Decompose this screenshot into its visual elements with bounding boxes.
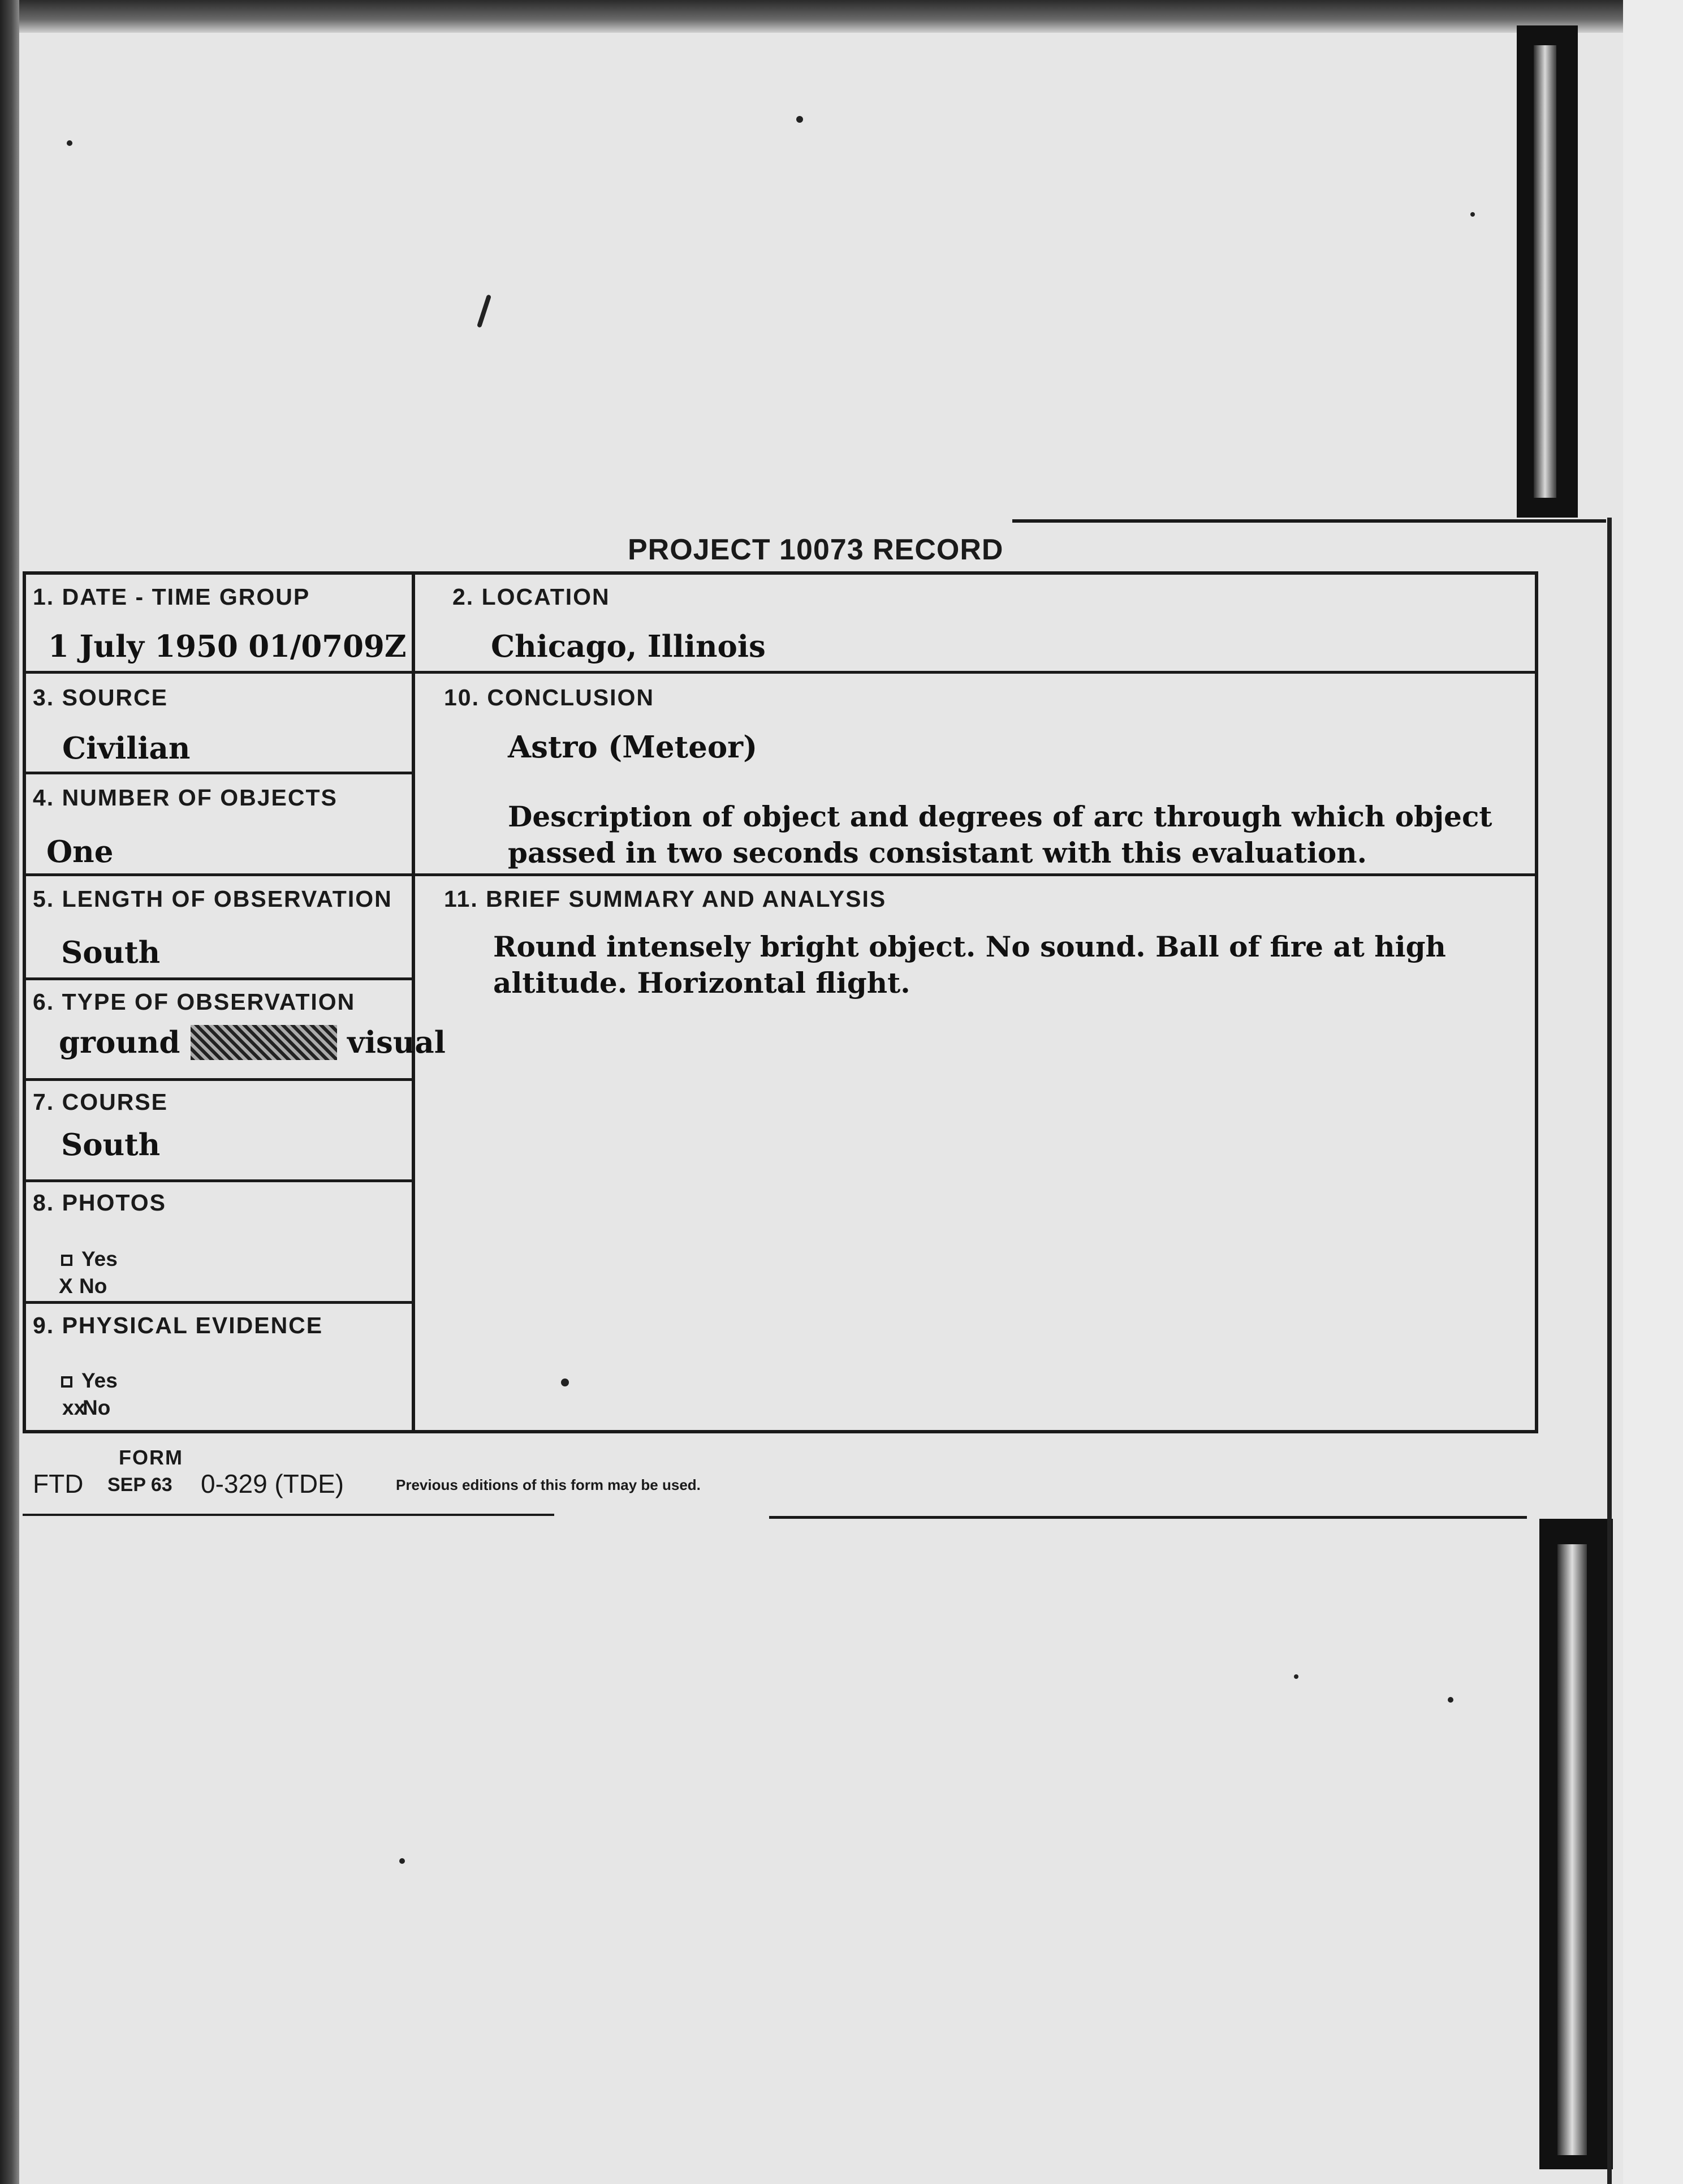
redacted-text [191, 1025, 337, 1060]
scan-speck [1470, 212, 1475, 217]
scan-rule-bottom-left [23, 1514, 554, 1516]
scan-rule-bottom-right [769, 1516, 1527, 1519]
photos-label: 8. PHOTOS [33, 1190, 166, 1216]
row-divider [23, 671, 1538, 674]
footer-form-number: 0-329 (TDE) [201, 1469, 344, 1498]
scan-speck [1294, 1674, 1298, 1679]
length-of-observation-value: South [61, 935, 161, 970]
conclusion-label: 10. CONCLUSION [444, 684, 654, 710]
number-of-objects-label: 4. NUMBER OF OBJECTS [33, 785, 338, 811]
photos-yes-label: Yes [81, 1247, 118, 1270]
row-divider [23, 1078, 414, 1081]
photos-no-label: No [79, 1274, 107, 1298]
course-value: South [61, 1127, 161, 1162]
scan-edge-top [0, 0, 1683, 33]
physical-evidence-no-check-mark: xx [62, 1396, 86, 1419]
film-bar-top-highlight [1534, 45, 1556, 498]
row-divider [23, 873, 1538, 876]
source-label: 3. SOURCE [33, 684, 168, 710]
photos-no-check-mark: X [59, 1274, 73, 1298]
date-time-value: 1 July 1950 01/0709Z [48, 629, 407, 664]
type-of-observation-label: 6. TYPE OF OBSERVATION [33, 989, 356, 1015]
physical-evidence-yes-option [61, 1369, 118, 1393]
location-label: 2. LOCATION [452, 584, 610, 610]
scan-speck [1448, 1697, 1453, 1703]
number-of-objects-value: One [46, 834, 114, 869]
type-of-observation-after: visual [347, 1025, 446, 1060]
physical-evidence-label: 9. PHYSICAL EVIDENCE [33, 1312, 323, 1338]
summary-line2: altitude. Horizontal flight. [493, 966, 910, 1000]
row-divider [23, 1179, 414, 1182]
physical-evidence-no-label: No [83, 1396, 111, 1419]
row-divider [23, 1301, 414, 1304]
film-bar-bottom-highlight [1557, 1544, 1587, 2155]
scan-edge-left [0, 0, 19, 2184]
photos-no-option [59, 1274, 107, 1298]
scan-speck [399, 1858, 405, 1864]
conclusion-value: Astro (Meteor) [508, 730, 758, 765]
physical-evidence-no-option [62, 1396, 110, 1420]
footer-note: Previous editions of this form may be used. [396, 1476, 701, 1493]
location-value: Chicago, Illinois [491, 629, 766, 664]
conclusion-detail [508, 799, 1537, 871]
physical-evidence-yes-checkbox [61, 1376, 72, 1388]
source-value: Civilian [62, 731, 191, 766]
date-time-label: 1. DATE - TIME GROUP [33, 584, 310, 610]
summary-label: 11. BRIEF SUMMARY AND ANALYSIS [444, 886, 887, 912]
summary-text [493, 929, 1534, 1001]
physical-evidence-yes-label: Yes [81, 1369, 118, 1392]
scan-edge-right [1623, 0, 1683, 2184]
scan-speck [796, 116, 803, 123]
scan-speck [67, 140, 72, 146]
scan-rule-top [1012, 519, 1606, 523]
conclusion-detail-line1: Description of object and degrees of arc through which object [508, 800, 1492, 833]
footer-date-code: SEP 63 [107, 1474, 172, 1496]
summary-line1: Round intensely bright object. No sound. Ball of fire at high [493, 930, 1446, 963]
type-of-observation-value [59, 1025, 446, 1060]
conclusion-detail-line2: passed in two seconds consistant with this evaluation. [508, 836, 1367, 869]
footer-form-word: FORM [119, 1446, 183, 1469]
photos-yes-option [61, 1247, 118, 1271]
type-of-observation-before: ground [59, 1025, 180, 1060]
footer-ftd: FTD [33, 1469, 84, 1498]
length-of-observation-label: 5. LENGTH OF OBSERVATION [33, 886, 392, 912]
row-divider [23, 772, 414, 774]
form-column-divider [412, 571, 415, 1433]
scan-speck [477, 294, 491, 328]
photos-yes-checkbox [61, 1255, 72, 1266]
form-title: PROJECT 10073 RECORD [628, 533, 1004, 566]
course-label: 7. COURSE [33, 1089, 168, 1115]
film-line-right [1607, 518, 1612, 2184]
row-divider [23, 977, 414, 980]
